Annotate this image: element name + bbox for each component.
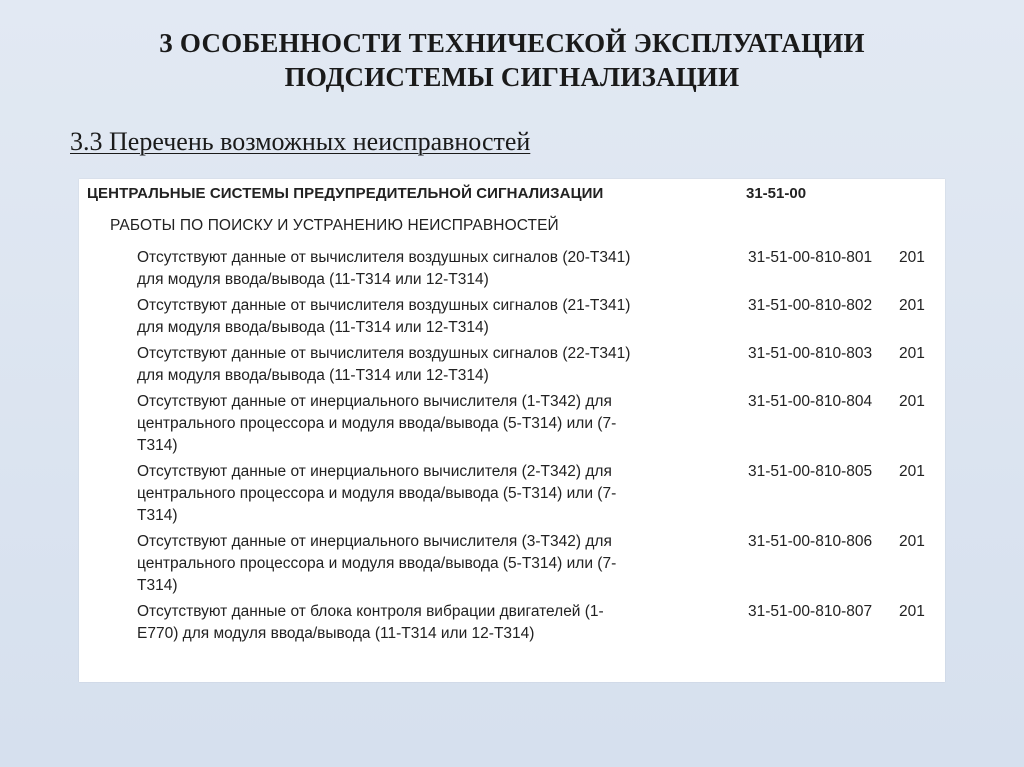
document-excerpt <box>79 179 945 682</box>
fault-description-line: T314) <box>137 577 178 594</box>
fault-list-item <box>79 247 945 291</box>
fault-description-line: центрального процессора и модуля ввода/вывода (5-T314) или (7- <box>137 485 617 502</box>
fault-page-number: 201 <box>899 533 925 550</box>
fault-list-item <box>79 531 945 597</box>
fault-description-line: Отсутствуют данные от инерциального вычислителя (1-T342) для <box>137 393 612 410</box>
fault-description <box>137 247 737 291</box>
fault-page-number: 201 <box>899 393 925 410</box>
fault-description-line: для модуля ввода/вывода (11-T314 или 12-T314) <box>137 367 489 384</box>
fault-description-line: для модуля ввода/вывода (11-T314 или 12-T314) <box>137 319 489 336</box>
fault-description <box>137 391 737 457</box>
fault-description-line: центрального процессора и модуля ввода/вывода (5-T314) или (7- <box>137 555 617 572</box>
fault-description-line: Отсутствуют данные от вычислителя воздушных сигналов (22-T341) <box>137 345 631 362</box>
fault-description <box>137 343 737 387</box>
document-header: ЦЕНТРАЛЬНЫЕ СИСТЕМЫ ПРЕДУПРЕДИТЕЛЬНОЙ СИГНАЛИЗАЦИИ <box>87 185 604 202</box>
fault-description-line: T314) <box>137 437 178 454</box>
fault-description-line: для модуля ввода/вывода (11-T314 или 12-T314) <box>137 271 489 288</box>
fault-task-code: 31-51-00-810-806 <box>748 533 873 550</box>
fault-description-line: Отсутствуют данные от вычислителя воздушных сигналов (21-T341) <box>137 297 631 314</box>
fault-task-code: 31-51-00-810-801 <box>748 249 873 266</box>
fault-description-line: центрального процессора и модуля ввода/вывода (5-T314) или (7- <box>137 415 617 432</box>
fault-task-code: 31-51-00-810-803 <box>748 345 873 362</box>
fault-task-code: 31-51-00-810-807 <box>748 603 873 620</box>
fault-page-number: 201 <box>899 463 925 480</box>
fault-list-item <box>79 461 945 527</box>
fault-task-code: 31-51-00-810-805 <box>748 463 873 480</box>
fault-page-number: 201 <box>899 345 925 362</box>
slide-title <box>60 26 964 94</box>
fault-description-line: T314) <box>137 507 178 524</box>
fault-description <box>137 601 737 645</box>
fault-list <box>79 247 945 649</box>
document-header-code: 31-51-00 <box>746 185 807 202</box>
fault-description-line: Отсутствуют данные от инерциального вычислителя (2-T342) для <box>137 463 612 480</box>
slide-title-line-1: 3 ОСОБЕННОСТИ ТЕХНИЧЕСКОЙ ЭКСПЛУАТАЦИИ <box>159 28 865 58</box>
fault-description-line: E770) для модуля ввода/вывода (11-T314 или 12-T314) <box>137 625 535 642</box>
fault-description <box>137 531 737 597</box>
slide-subtitle: 3.3 Перечень возможных неисправностей <box>70 127 531 156</box>
fault-task-code: 31-51-00-810-802 <box>748 297 873 314</box>
slide-title-line-2: ПОДСИСТЕМЫ СИГНАЛИЗАЦИИ <box>284 62 740 92</box>
fault-description <box>137 461 737 527</box>
fault-description-line: Отсутствуют данные от инерциального вычислителя (3-T342) для <box>137 533 612 550</box>
document-section-title: РАБОТЫ ПО ПОИСКУ И УСТРАНЕНИЮ НЕИСПРАВНОСТЕЙ <box>110 217 559 234</box>
fault-page-number: 201 <box>899 603 925 620</box>
fault-task-code: 31-51-00-810-804 <box>748 393 873 410</box>
fault-list-item <box>79 295 945 339</box>
fault-list-item <box>79 391 945 457</box>
fault-page-number: 201 <box>899 249 925 266</box>
fault-description-line: Отсутствуют данные от блока контроля вибрации двигателей (1- <box>137 603 604 620</box>
fault-list-item <box>79 601 945 645</box>
fault-list-item <box>79 343 945 387</box>
fault-description-line: Отсутствуют данные от вычислителя воздушных сигналов (20-T341) <box>137 249 631 266</box>
fault-description <box>137 295 737 339</box>
fault-page-number: 201 <box>899 297 925 314</box>
